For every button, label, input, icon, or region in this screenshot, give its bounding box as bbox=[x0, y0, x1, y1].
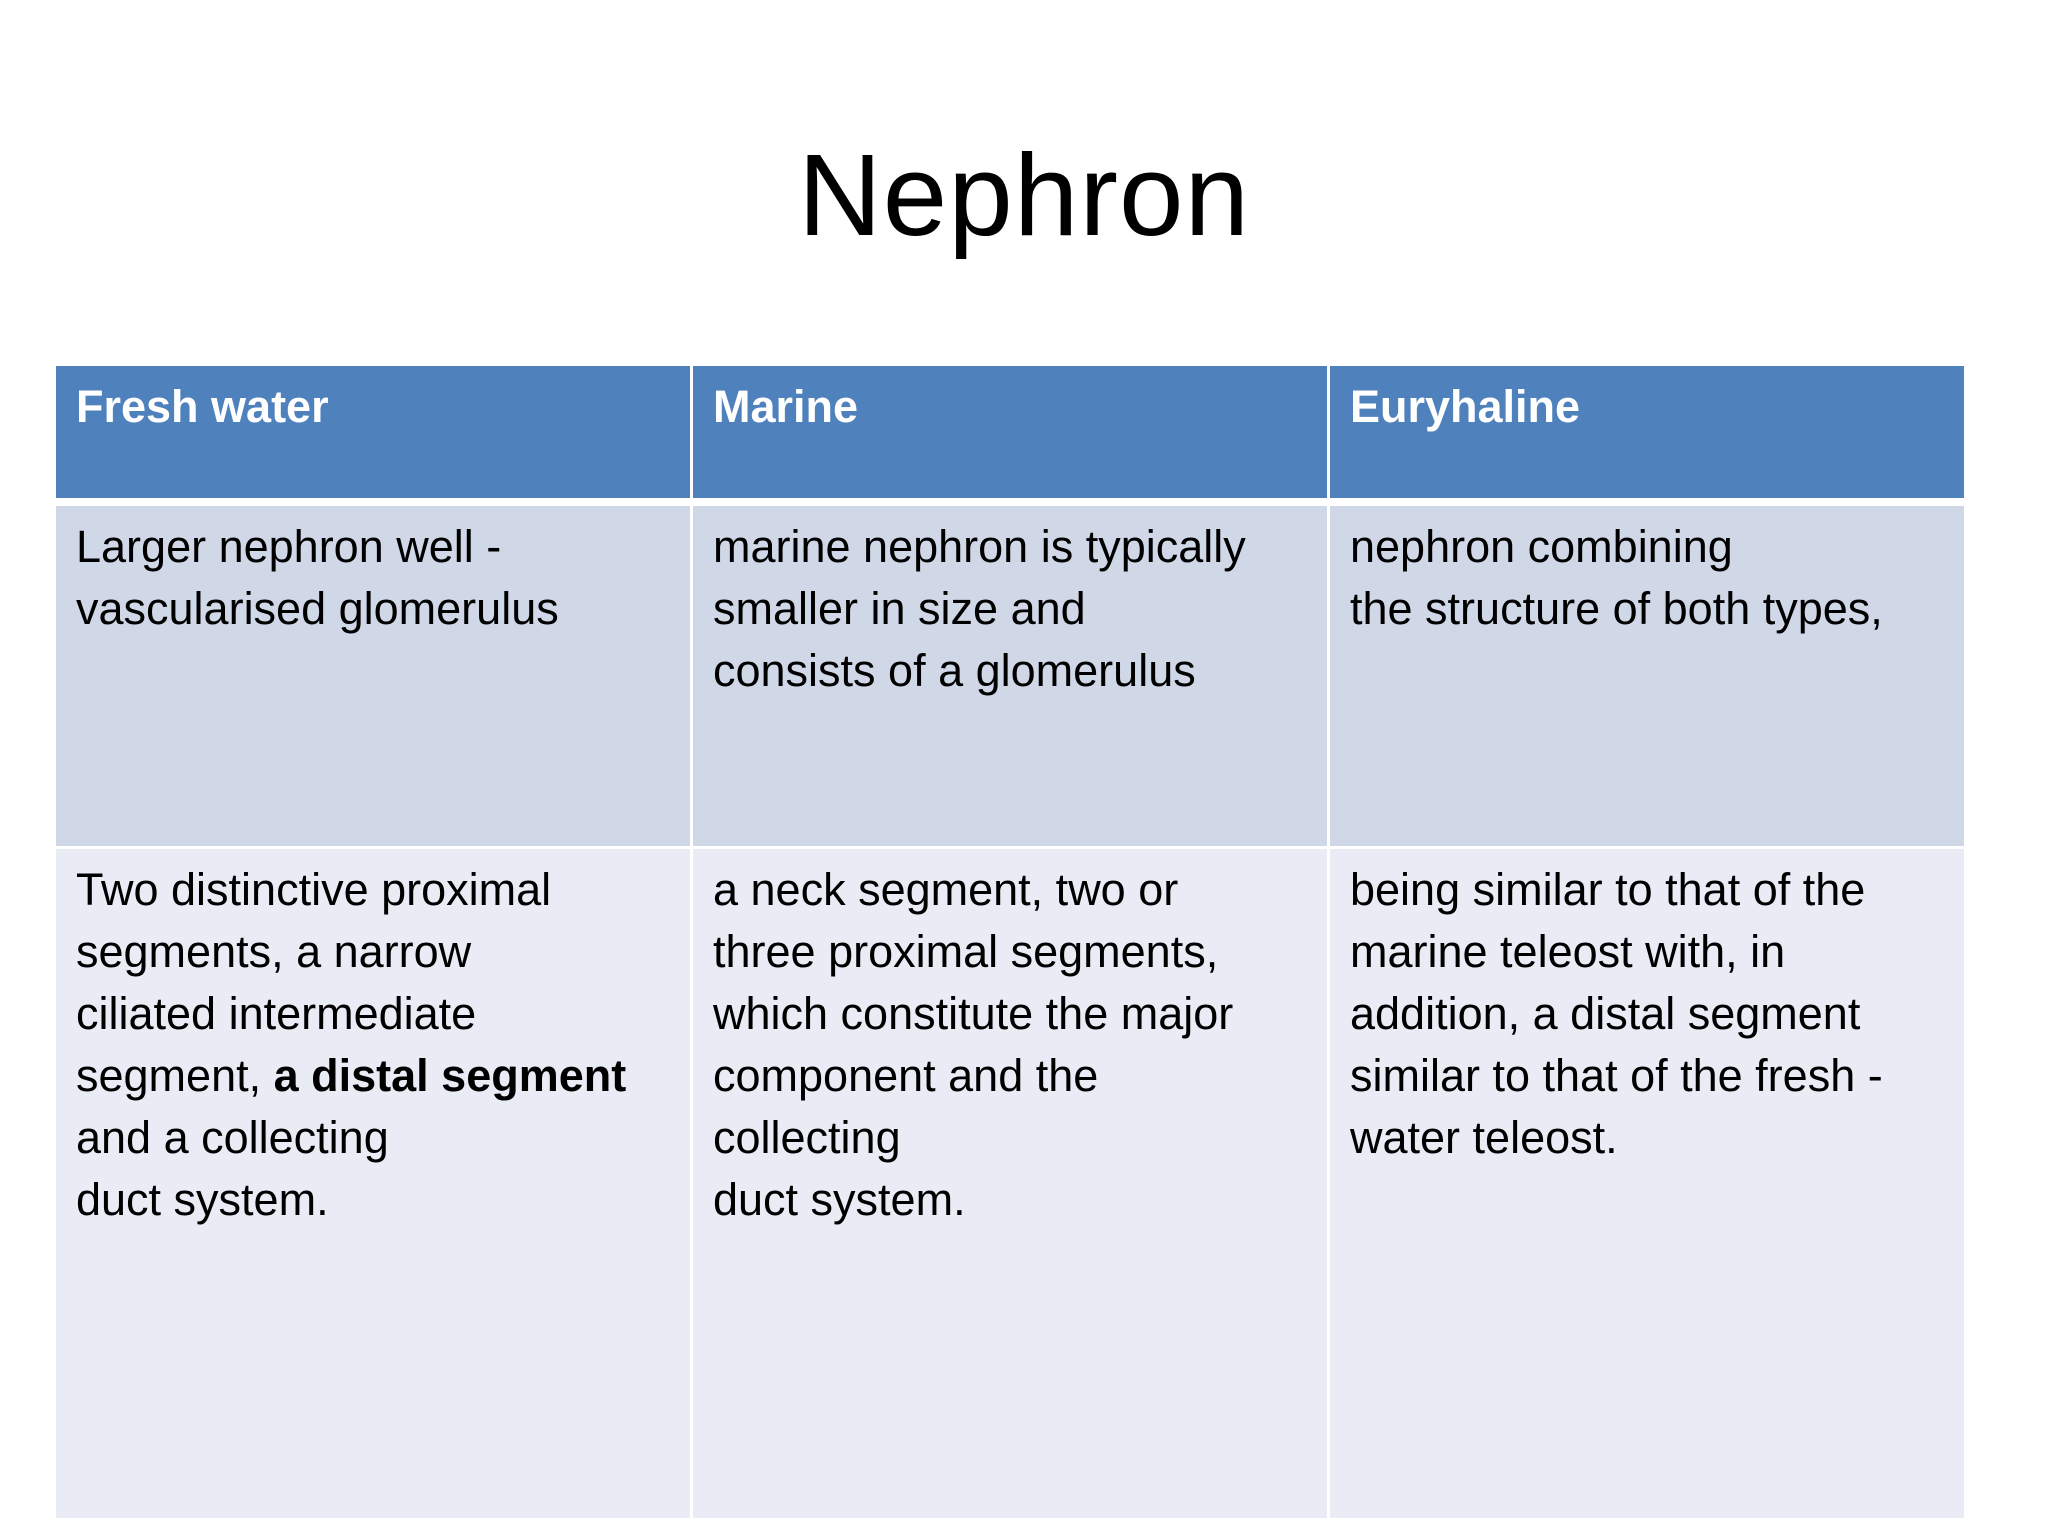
cell-euryhaline-1 bbox=[1329, 502, 1966, 848]
header-euryhaline: Euryhaline bbox=[1329, 365, 1966, 502]
cell-text: being similar to that of the marine teleost with, in addition, a distal segment similar to that of the fresh - water teleost. bbox=[1350, 864, 1883, 1163]
cell-text-after: and a collecting duct system. bbox=[76, 1112, 389, 1225]
cell-text-bold: a distal segment bbox=[273, 1050, 627, 1101]
comparison-table bbox=[53, 363, 1967, 1521]
cell-fresh-water-1 bbox=[55, 502, 692, 848]
header-marine: Marine bbox=[692, 365, 1329, 502]
table-header-row bbox=[55, 365, 1966, 502]
cell-text: nephron combining the structure of both types, bbox=[1350, 520, 1883, 634]
cell-marine-1 bbox=[692, 502, 1329, 848]
cell-marine-2 bbox=[692, 848, 1329, 1520]
cell-text-before: Two distinctive proximal segments, a narrow ciliated intermediate segment, bbox=[76, 864, 552, 1101]
cell-fresh-water-2 bbox=[55, 848, 692, 1520]
table-row bbox=[55, 502, 1966, 848]
cell-text: Larger nephron well - vascularised glomerulus bbox=[76, 520, 559, 634]
cell-text: a neck segment, two or three proximal segments, which constitute the major component and the collecting duct system. bbox=[713, 864, 1234, 1225]
header-fresh-water: Fresh water bbox=[55, 365, 692, 502]
cell-text: marine nephron is typically smaller in size and consists of a glomerulus bbox=[713, 520, 1246, 696]
table-row bbox=[55, 848, 1966, 1520]
slide-title: Nephron bbox=[798, 130, 1250, 260]
cell-euryhaline-2 bbox=[1329, 848, 1966, 1520]
